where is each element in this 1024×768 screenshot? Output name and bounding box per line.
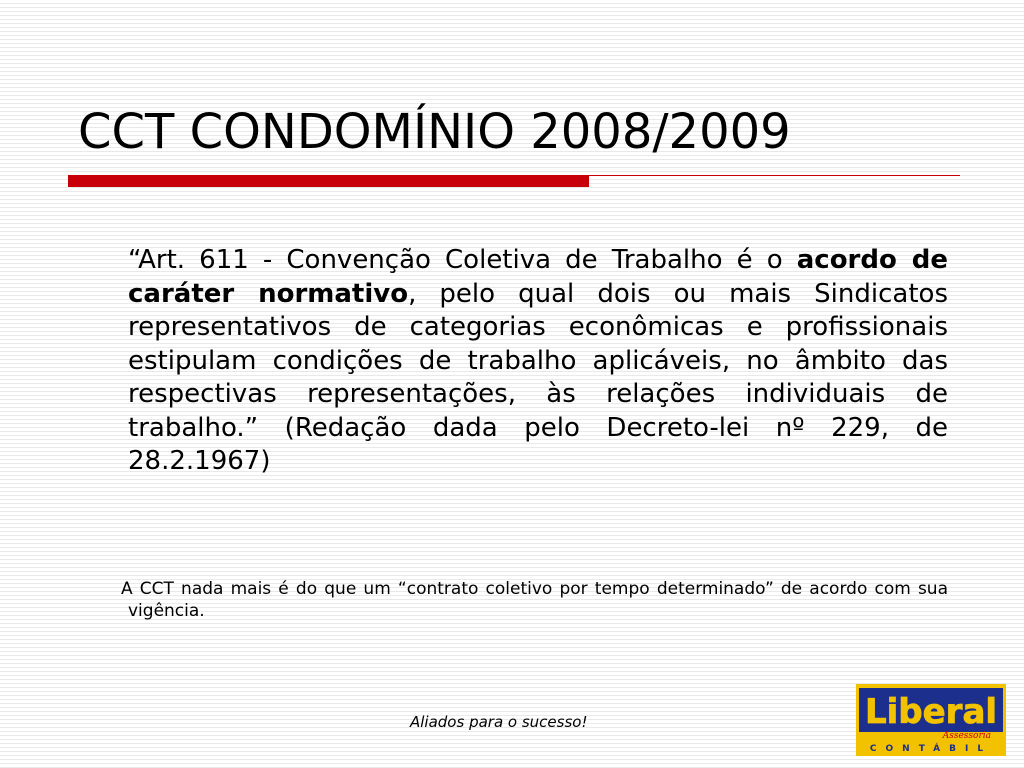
- quote-text-end: , pelo qual dois ou mais Sindicatos representativos de categorias econômicas e profissionais estipulam condições de trabalho aplicáveis, no âmbito das respectivas representações, às relações individuais de trabalho.” (Redação dada pelo Decreto-lei nº 229, de 28.2.1967): [128, 278, 948, 476]
- article-quote: [128, 244, 948, 479]
- logo-name: Liberal: [864, 692, 998, 732]
- quote-bold-phrase: acordo de caráter normativo: [128, 245, 948, 309]
- title-underline-thick: [68, 175, 589, 187]
- footer-tagline: Aliados para o sucesso!: [410, 713, 588, 731]
- title-underline-thin: [589, 175, 960, 176]
- logo-script: Assessoria: [942, 731, 991, 741]
- quote-text-start: “Art. 611 - Convenção Coletiva de Trabalho é o: [128, 245, 797, 275]
- logo-subtitle: CONTÁBIL: [869, 744, 993, 754]
- cct-note: A CCT nada mais é do que um “contrato coletivo por tempo determinado” de acordo com sua vigência.: [121, 579, 948, 621]
- slide-title: CCT CONDOMÍNIO 2008/2009: [78, 104, 791, 160]
- liberal-logo: [856, 684, 1006, 756]
